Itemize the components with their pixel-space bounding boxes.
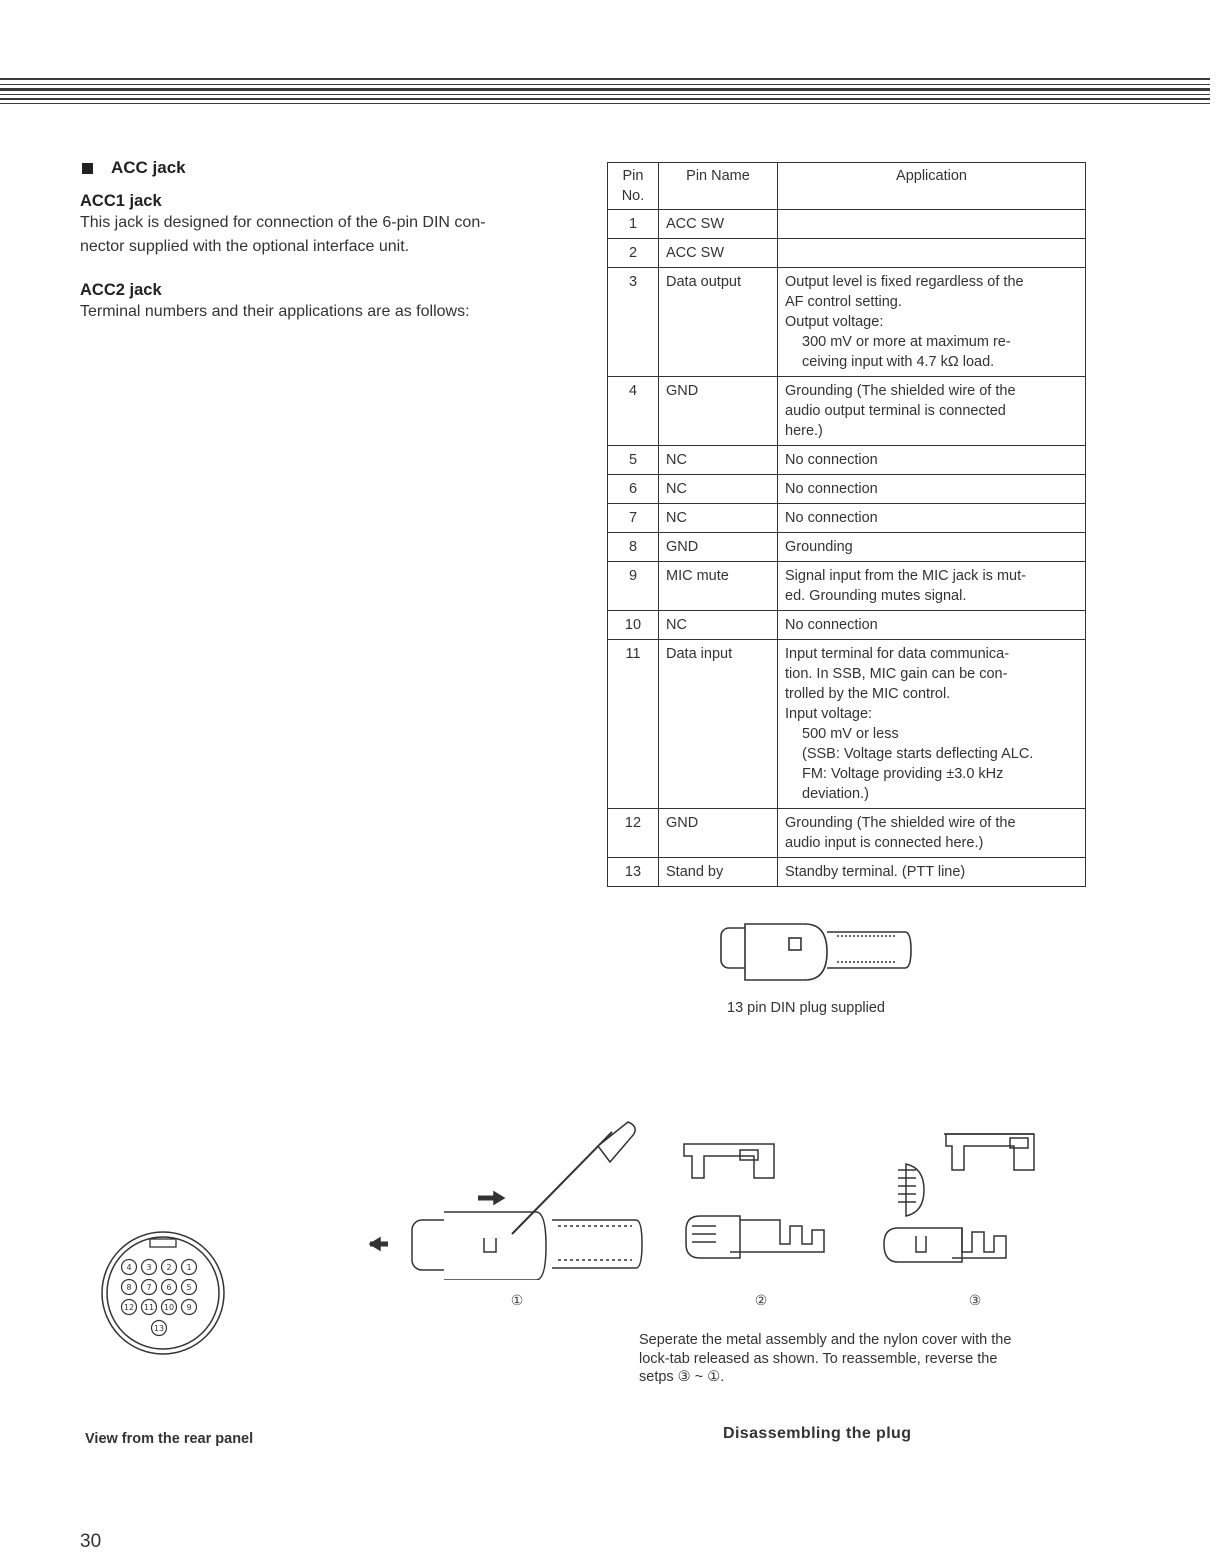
application-line: ceiving input with 4.7 kΩ load. bbox=[802, 354, 995, 370]
step-2-label: ② bbox=[754, 1292, 768, 1308]
application-line: Output level is fixed regardless of the bbox=[785, 274, 1024, 290]
pin-number: 4 bbox=[608, 377, 659, 446]
pin-name: NC bbox=[659, 611, 778, 640]
pin-table bbox=[607, 162, 1086, 887]
connector-pin-label: 2 bbox=[166, 1263, 172, 1272]
application-line: AF control setting. bbox=[785, 294, 902, 310]
pin-application bbox=[778, 858, 1086, 887]
pin-number: 10 bbox=[608, 611, 659, 640]
application-line: No connection bbox=[785, 481, 878, 497]
connector-pin-label: 11 bbox=[143, 1303, 155, 1312]
table-row bbox=[608, 377, 1086, 446]
pin-number: 7 bbox=[608, 504, 659, 533]
application-line: No connection bbox=[785, 452, 878, 468]
connector-pin-label: 13 bbox=[153, 1324, 165, 1333]
pin-application bbox=[778, 446, 1086, 475]
disassembly-line-1: Seperate the metal assembly and the nylon cover with the bbox=[639, 1332, 1012, 1348]
pin-number: 12 bbox=[608, 809, 659, 858]
pin-name: MIC mute bbox=[659, 562, 778, 611]
application-line: here.) bbox=[785, 423, 823, 439]
connector-pin-label: 1 bbox=[186, 1263, 192, 1272]
pin-number: 9 bbox=[608, 562, 659, 611]
disassembly-line-3: setps ③ ~ ①. bbox=[639, 1369, 725, 1385]
pin-application bbox=[778, 809, 1086, 858]
application-line: ed. Grounding mutes signal. bbox=[785, 588, 967, 604]
acc-jack-section bbox=[80, 158, 580, 324]
pin-number: 6 bbox=[608, 475, 659, 504]
acc2-heading: ACC2 jack bbox=[80, 281, 162, 299]
disassembly-caption: Disassembling the plug bbox=[723, 1425, 912, 1442]
connector-pin-label: 4 bbox=[126, 1263, 132, 1272]
application-line: FM: Voltage providing ±3.0 kHz bbox=[802, 766, 1004, 782]
application-line: Grounding (The shielded wire of the bbox=[785, 383, 1016, 399]
table-header-row bbox=[608, 163, 1086, 210]
table-row bbox=[608, 562, 1086, 611]
table-row bbox=[608, 611, 1086, 640]
step-1-label: ① bbox=[510, 1292, 524, 1308]
section-heading bbox=[80, 158, 580, 178]
step-2-figure bbox=[678, 1132, 830, 1282]
pin-application bbox=[778, 611, 1086, 640]
table-row bbox=[608, 475, 1086, 504]
disassembly-line-2: lock-tab released as shown. To reassemble, reverse the bbox=[639, 1350, 998, 1367]
connector-pin-label: 8 bbox=[126, 1283, 132, 1292]
application-line: trolled by the MIC control. bbox=[785, 686, 951, 702]
connector-rear-view bbox=[100, 1230, 228, 1358]
application-line: Output voltage: bbox=[785, 314, 884, 330]
acc1-line-1: This jack is designed for connection of the 6-pin DIN con- bbox=[80, 214, 486, 231]
header-pin-no: Pin No. bbox=[608, 163, 659, 210]
table-row bbox=[608, 446, 1086, 475]
application-line: audio output terminal is connected bbox=[785, 403, 1006, 419]
page-number: 30 bbox=[80, 1531, 102, 1552]
application-line: Grounding bbox=[785, 539, 853, 555]
pin-number: 2 bbox=[608, 239, 659, 268]
pin-name: Data input bbox=[659, 640, 778, 809]
header-pin-name: Pin Name bbox=[659, 163, 778, 210]
rear-caption: View from the rear panel bbox=[85, 1431, 254, 1447]
table-row bbox=[608, 640, 1086, 809]
pin-number: 8 bbox=[608, 533, 659, 562]
pin-application bbox=[778, 504, 1086, 533]
pin-number: 1 bbox=[608, 210, 659, 239]
application-line: 300 mV or more at maximum re- bbox=[802, 334, 1011, 350]
plug-caption: 13 pin DIN plug supplied bbox=[727, 1000, 885, 1016]
application-line: audio input is connected here.) bbox=[785, 835, 984, 851]
pin-application bbox=[778, 239, 1086, 268]
connector-pin-label: 3 bbox=[146, 1263, 152, 1272]
pin-name: ACC SW bbox=[659, 210, 778, 239]
application-line: Input voltage: bbox=[785, 706, 873, 722]
pin-name: Stand by bbox=[659, 858, 778, 887]
connector-pin-label: 6 bbox=[166, 1283, 172, 1292]
table-row bbox=[608, 533, 1086, 562]
square-bullet-icon bbox=[82, 163, 93, 174]
din-plug-illustration bbox=[715, 916, 915, 986]
pin-application bbox=[778, 377, 1086, 446]
pin-name: GND bbox=[659, 809, 778, 858]
pin-number: 13 bbox=[608, 858, 659, 887]
pin-number: 3 bbox=[608, 268, 659, 377]
pin-name: GND bbox=[659, 377, 778, 446]
connector-pin-label: 12 bbox=[123, 1303, 135, 1312]
pin-name: GND bbox=[659, 533, 778, 562]
table-row bbox=[608, 504, 1086, 533]
pin-number: 11 bbox=[608, 640, 659, 809]
pin-name: NC bbox=[659, 475, 778, 504]
pin-name: ACC SW bbox=[659, 239, 778, 268]
step-3-label: ③ bbox=[968, 1292, 982, 1308]
table-row bbox=[608, 239, 1086, 268]
acc2-text: Terminal numbers and their applications are as follows: bbox=[80, 303, 470, 320]
step-1-figure bbox=[366, 1120, 646, 1280]
pin-application bbox=[778, 475, 1086, 504]
application-line: No connection bbox=[785, 617, 878, 633]
table-row bbox=[608, 268, 1086, 377]
table-row bbox=[608, 809, 1086, 858]
pin-name: Data output bbox=[659, 268, 778, 377]
pin-application bbox=[778, 210, 1086, 239]
application-line: 500 mV or less bbox=[802, 726, 899, 742]
pin-name: NC bbox=[659, 446, 778, 475]
disassembly-instructions bbox=[639, 1331, 1069, 1387]
table-row bbox=[608, 210, 1086, 239]
application-line: Standby terminal. (PTT line) bbox=[785, 864, 966, 880]
application-line: tion. In SSB, MIC gain can be con- bbox=[785, 666, 1008, 682]
header-application: Application bbox=[778, 163, 1086, 210]
step-3-figure bbox=[876, 1124, 1036, 1282]
connector-pin-label: 10 bbox=[163, 1303, 175, 1312]
application-line: (SSB: Voltage starts deflecting ALC. bbox=[802, 746, 1034, 762]
application-line: No connection bbox=[785, 510, 878, 526]
connector-pin-label: 5 bbox=[186, 1283, 192, 1292]
connector-pin-label: 9 bbox=[186, 1303, 192, 1312]
header-rule bbox=[0, 74, 1210, 106]
application-line: deviation.) bbox=[802, 786, 869, 802]
pin-application bbox=[778, 640, 1086, 809]
pin-name: NC bbox=[659, 504, 778, 533]
application-line: Grounding (The shielded wire of the bbox=[785, 815, 1016, 831]
acc1-line-2: nector supplied with the optional interface unit. bbox=[80, 238, 410, 255]
section-title: ACC jack bbox=[111, 158, 186, 177]
pin-number: 5 bbox=[608, 446, 659, 475]
pin-application bbox=[778, 562, 1086, 611]
application-line: Signal input from the MIC jack is mut- bbox=[785, 568, 1026, 584]
acc1-heading: ACC1 jack bbox=[80, 192, 162, 210]
table-row bbox=[608, 858, 1086, 887]
connector-pin-label: 7 bbox=[146, 1283, 152, 1292]
application-line: Input terminal for data communica- bbox=[785, 646, 1010, 662]
pin-application bbox=[778, 268, 1086, 377]
pin-application bbox=[778, 533, 1086, 562]
